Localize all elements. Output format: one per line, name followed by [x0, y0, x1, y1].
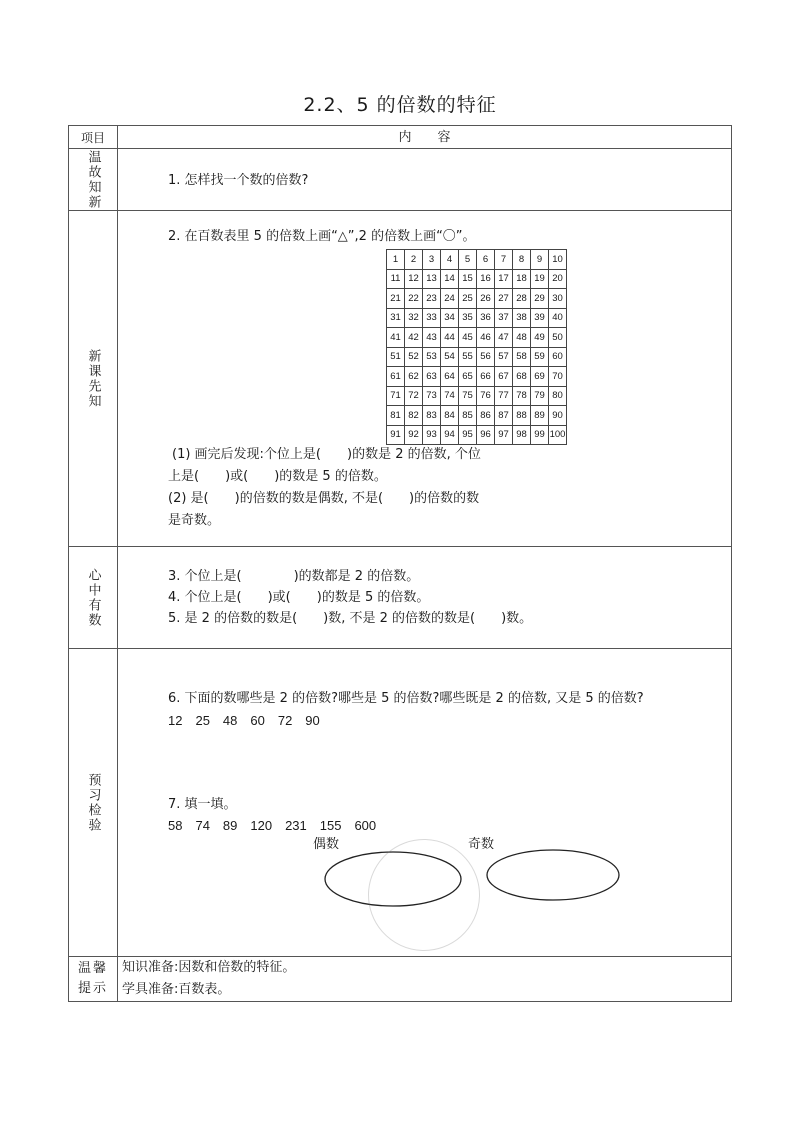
hundred-chart-cell[interactable]: 81 [387, 406, 405, 426]
hundred-chart-cell[interactable]: 66 [477, 367, 495, 387]
hundred-chart-row [387, 425, 567, 445]
hundred-chart-cell[interactable]: 64 [441, 367, 459, 387]
hundred-chart-cell[interactable]: 62 [405, 367, 423, 387]
hundred-chart-cell[interactable]: 2 [405, 250, 423, 270]
hundred-chart-cell[interactable]: 68 [513, 367, 531, 387]
hundred-chart-cell[interactable]: 74 [441, 386, 459, 406]
hundred-chart-cell[interactable]: 44 [441, 328, 459, 348]
hundred-chart-cell[interactable]: 3 [423, 250, 441, 270]
hundred-chart-cell[interactable]: 21 [387, 289, 405, 309]
hundred-chart-cell[interactable]: 76 [477, 386, 495, 406]
finding-1-line-1: (1) 画完后发现:个位上是( )的数是 2 的倍数, 个位 [172, 447, 481, 462]
hundred-chart-cell[interactable]: 50 [549, 328, 567, 348]
hundred-chart-cell[interactable]: 27 [495, 289, 513, 309]
question-6: 6. 下面的数哪些是 2 的倍数?哪些是 5 的倍数?哪些既是 2 的倍数, 又是 5 的倍数? [168, 691, 644, 706]
mind-content [118, 547, 732, 649]
hundred-chart-cell[interactable]: 96 [477, 425, 495, 445]
hundred-chart-cell[interactable]: 12 [405, 269, 423, 289]
review-content [118, 149, 732, 211]
hundred-chart-cell[interactable]: 91 [387, 425, 405, 445]
hundred-chart-cell[interactable]: 16 [477, 269, 495, 289]
hundred-chart-cell[interactable]: 33 [423, 308, 441, 328]
hundred-chart-cell[interactable]: 47 [495, 328, 513, 348]
hundred-chart-row [387, 328, 567, 348]
hundred-chart-cell[interactable]: 6 [477, 250, 495, 270]
hundred-chart-cell[interactable]: 49 [531, 328, 549, 348]
review-label: 温故知新 [85, 149, 101, 210]
hundred-chart-cell[interactable]: 19 [531, 269, 549, 289]
odd-oval[interactable] [487, 850, 619, 900]
finding-2-line-1: (2) 是( )的倍数的数是偶数, 不是( )的倍数的数 [168, 491, 480, 506]
hundred-chart-cell[interactable]: 10 [549, 250, 567, 270]
hundred-chart-cell[interactable]: 41 [387, 328, 405, 348]
hundred-chart-row [387, 269, 567, 289]
hundred-chart-cell[interactable]: 37 [495, 308, 513, 328]
hundred-chart-cell[interactable]: 40 [549, 308, 567, 328]
hundred-chart-cell[interactable]: 94 [441, 425, 459, 445]
hundred-chart-row [387, 250, 567, 270]
hundred-chart-cell[interactable]: 89 [531, 406, 549, 426]
hundred-chart-cell[interactable]: 28 [513, 289, 531, 309]
tips-line-2: 学具准备:百数表。 [122, 982, 231, 997]
question-3: 3. 个位上是( )的数都是 2 的倍数。 [168, 569, 420, 584]
hundred-chart-cell[interactable]: 72 [405, 386, 423, 406]
hundred-chart-row [387, 289, 567, 309]
tips-line-1: 知识准备:因数和倍数的特征。 [122, 960, 296, 975]
hundred-chart-cell[interactable]: 29 [531, 289, 549, 309]
newlesson-content [118, 211, 732, 547]
hundred-chart-cell[interactable]: 11 [387, 269, 405, 289]
hundred-chart-cell[interactable]: 85 [459, 406, 477, 426]
hundred-chart-cell[interactable]: 13 [423, 269, 441, 289]
hundred-chart-cell[interactable]: 61 [387, 367, 405, 387]
hundred-chart-row [387, 308, 567, 328]
hundred-chart-cell[interactable]: 57 [495, 347, 513, 367]
hundred-chart-row [387, 386, 567, 406]
hundred-chart-cell[interactable]: 100 [549, 425, 567, 445]
hundred-chart-cell[interactable]: 52 [405, 347, 423, 367]
hundred-chart-cell[interactable]: 75 [459, 386, 477, 406]
section-label-mind [69, 547, 118, 649]
hundred-chart-cell[interactable]: 67 [495, 367, 513, 387]
hundred-chart-cell[interactable]: 59 [531, 347, 549, 367]
hundred-chart-cell[interactable]: 71 [387, 386, 405, 406]
question-4: 4. 个位上是( )或( )的数是 5 的倍数。 [168, 590, 430, 605]
hundred-chart-cell[interactable]: 95 [459, 425, 477, 445]
hundred-chart-cell[interactable]: 14 [441, 269, 459, 289]
finding-2-line-2: 是奇数。 [168, 513, 221, 528]
hundred-chart-cell[interactable]: 48 [513, 328, 531, 348]
tips-label: 温馨提示 [78, 961, 109, 996]
hundred-chart-cell[interactable]: 88 [513, 406, 531, 426]
hundred-chart-cell[interactable]: 36 [477, 308, 495, 328]
hundred-chart-cell[interactable]: 22 [405, 289, 423, 309]
hundred-chart-cell[interactable]: 51 [387, 347, 405, 367]
hundred-chart-cell[interactable]: 69 [531, 367, 549, 387]
finding-1-line-2: 上是( )或( )的数是 5 的倍数。 [168, 469, 387, 484]
hundred-chart-cell[interactable]: 73 [423, 386, 441, 406]
preview-content [118, 649, 732, 957]
question-7: 7. 填一填。 [168, 797, 237, 812]
hundred-chart-cell[interactable]: 38 [513, 308, 531, 328]
hundred-chart-cell[interactable]: 46 [477, 328, 495, 348]
hundred-chart-cell[interactable]: 92 [405, 425, 423, 445]
header-item-label: 项目 [80, 130, 105, 145]
hundred-chart-cell[interactable]: 65 [459, 367, 477, 387]
even-label: 偶数 [313, 837, 340, 852]
hundred-chart-cell[interactable]: 78 [513, 386, 531, 406]
hundred-chart-cell[interactable]: 9 [531, 250, 549, 270]
hundred-chart-cell[interactable]: 60 [549, 347, 567, 367]
worksheet-table [68, 125, 732, 1002]
hundred-chart-cell[interactable]: 43 [423, 328, 441, 348]
hundred-chart-row [387, 406, 567, 426]
hundred-chart-cell[interactable]: 17 [495, 269, 513, 289]
hundred-chart-cell[interactable]: 83 [423, 406, 441, 426]
question-2: 2. 在百数表里 5 的倍数上画“△”,2 的倍数上画“〇”。 [168, 229, 476, 244]
hundred-chart-cell[interactable]: 86 [477, 406, 495, 426]
hundred-chart-cell[interactable]: 25 [459, 289, 477, 309]
hundred-chart-cell[interactable]: 18 [513, 269, 531, 289]
header-item [69, 126, 118, 149]
hundred-chart-cell[interactable]: 39 [531, 308, 549, 328]
page-title: 2.2、5 的倍数的特征 [303, 94, 497, 116]
hundred-chart-cell[interactable]: 97 [495, 425, 513, 445]
question-7-numbers: 58 74 89 120 231 155 600 [168, 818, 377, 833]
question-1: 1. 怎样找一个数的倍数? [168, 173, 309, 188]
hundred-chart-cell[interactable]: 93 [423, 425, 441, 445]
hundred-chart-cell[interactable]: 35 [459, 308, 477, 328]
hundred-chart-row [387, 367, 567, 387]
hundred-chart-cell[interactable]: 31 [387, 308, 405, 328]
hundred-chart-cell[interactable]: 87 [495, 406, 513, 426]
hundred-chart-cell[interactable]: 99 [531, 425, 549, 445]
hundred-chart-cell[interactable]: 56 [477, 347, 495, 367]
hundred-chart-cell[interactable]: 80 [549, 386, 567, 406]
hundred-chart-cell[interactable]: 77 [495, 386, 513, 406]
section-label-preview [69, 649, 118, 957]
section-label-review [69, 149, 118, 211]
hundred-chart-cell[interactable]: 54 [441, 347, 459, 367]
question-5: 5. 是 2 的倍数的数是( )数, 不是 2 的倍数的数是( )数。 [168, 611, 533, 626]
hundred-chart-cell[interactable]: 4 [441, 250, 459, 270]
hundred-chart-cell[interactable]: 42 [405, 328, 423, 348]
odd-label: 奇数 [468, 837, 495, 852]
hundred-chart-cell[interactable]: 15 [459, 269, 477, 289]
hundred-chart-cell[interactable]: 30 [549, 289, 567, 309]
hundred-chart-cell[interactable]: 7 [495, 250, 513, 270]
header-content-label: 内 容 [398, 130, 451, 145]
hundred-chart-cell[interactable]: 45 [459, 328, 477, 348]
hundred-chart-cell[interactable]: 70 [549, 367, 567, 387]
section-label-newlesson [69, 211, 118, 547]
header-content [118, 126, 732, 149]
hundred-chart-cell[interactable]: 82 [405, 406, 423, 426]
hundred-chart [386, 249, 567, 445]
hundred-chart-cell[interactable]: 90 [549, 406, 567, 426]
hundred-chart-cell[interactable]: 24 [441, 289, 459, 309]
hundred-chart-cell[interactable]: 34 [441, 308, 459, 328]
hundred-chart-cell[interactable]: 1 [387, 250, 405, 270]
preview-label: 预习检验 [85, 772, 101, 833]
hundred-chart-cell[interactable]: 32 [405, 308, 423, 328]
hundred-chart-row [387, 347, 567, 367]
hundred-chart-cell[interactable]: 84 [441, 406, 459, 426]
hundred-chart-cell[interactable]: 55 [459, 347, 477, 367]
hundred-chart-cell[interactable]: 26 [477, 289, 495, 309]
question-6-numbers: 12 25 48 60 72 90 [168, 713, 320, 728]
hundred-chart-cell[interactable]: 20 [549, 269, 567, 289]
hundred-chart-cell[interactable]: 53 [423, 347, 441, 367]
section-label-tips [69, 957, 118, 1002]
hundred-chart-cell[interactable]: 98 [513, 425, 531, 445]
hundred-chart-cell[interactable]: 23 [423, 289, 441, 309]
tips-content [118, 957, 732, 1002]
mind-label: 心中有数 [85, 567, 101, 628]
hundred-chart-cell[interactable]: 79 [531, 386, 549, 406]
hundred-chart-cell[interactable]: 58 [513, 347, 531, 367]
hundred-chart-cell[interactable]: 8 [513, 250, 531, 270]
hundred-chart-cell[interactable]: 5 [459, 250, 477, 270]
newlesson-label: 新课先知 [85, 348, 101, 409]
hundred-chart-cell[interactable]: 63 [423, 367, 441, 387]
